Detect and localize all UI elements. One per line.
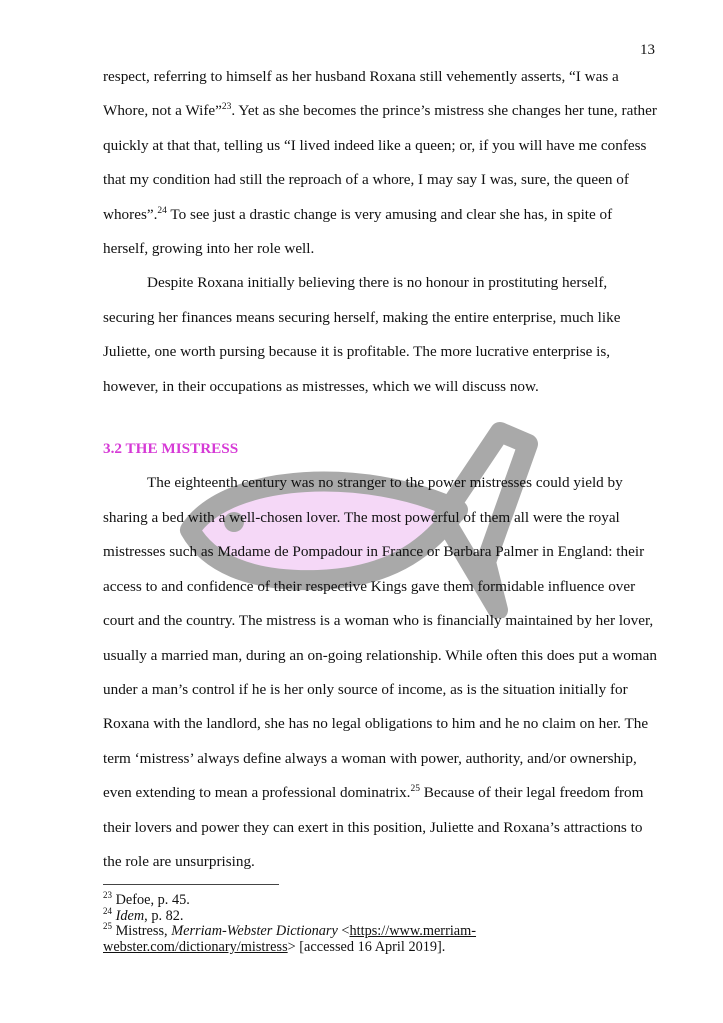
footnote-25 — [103, 921, 663, 955]
footnote-italic: Idem — [115, 907, 145, 924]
footnote-ref-25: 25 — [410, 784, 420, 795]
paragraph-3-text-b: Because of their legal freedom from their lovers and power they can exert in this position, Juliette and Roxana’s attractions to the role are unsurprising. — [103, 784, 644, 870]
paragraph-2: Despite Roxana initially believing there is no honour in prostituting herself, securing her finances means securing herself, making the entire enterprise, much like Juliette, one worth pursing because it is profitable. The more lucrative enterprise is, however, in their occupations as mistresses, which we will discuss now. — [103, 274, 621, 395]
footnote-text: , p. 82. — [144, 907, 184, 924]
footnote-link[interactable]: https://www.merriam-webster.com/dictionary/mistress — [103, 923, 477, 955]
footnote-ref-23: 23 — [221, 102, 232, 113]
footnote-bracket-open: < — [337, 923, 350, 940]
paragraph-3 — [103, 466, 660, 879]
page-number: 13 — [640, 42, 655, 58]
footnotes — [103, 884, 663, 955]
footnote-text: Defoe, p. 45. — [115, 892, 190, 908]
footnote-italic: Merriam-Webster Dictionary — [171, 923, 338, 940]
paragraph-1 — [103, 60, 660, 266]
paragraph-1-text-b: . Yet as she becomes the prince’s mistress she changes her tune, rather quickly at that that, telling us “I lived indeed like a queen; or, if you will have me confess that my condition had still the reproach of a whore, I may say I was, sure, the queen of whores”. — [103, 102, 657, 223]
paragraph-1-text-c: To see just a drastic change is very amusing and clear she has, in spite of herself, growing into her role well. — [103, 205, 613, 258]
footnote-comma: , — [164, 923, 172, 940]
paragraph-3-text-a: The eighteenth century was no stranger to the power mistresses could yield by sharing a bed with a well-chosen lover. The most powerful of them all were the royal mistresses such as Madame de Pompadour in France or Barbara Palmer in England: their access to and confidence of their respective Kings gave them formidable influence over court and the country. The mistress is a woman who is financially maintained by her lover, usually a married man, during an on-going relationship. While often this does put a woman under a man’s control if he is her only source of income, as is the situation initially for Roxana with the landlord, she has no legal obligations to him and he no claim on her. The term ‘mistress’ always define always a woman with power, authority, and/or ownership, even extending to mean a professional dominatrix. — [103, 474, 657, 802]
footnote-ref-24: 24 — [157, 205, 167, 216]
footnote-divider — [103, 884, 279, 885]
footnote-number: 24 — [103, 905, 112, 916]
paragraph-1-text-a: respect, referring to himself as her husband Roxana still vehemently asserts, “I was a Whore, not a Wife” — [103, 68, 619, 120]
section-heading: 3.2 THE MISTRESS — [103, 440, 239, 458]
main-text — [103, 60, 660, 879]
footnote-24 — [103, 905, 663, 925]
footnote-number: 23 — [103, 890, 112, 901]
footnote-23 — [103, 890, 663, 909]
footnote-text: Mistress — [115, 923, 165, 940]
footnote-number: 25 — [103, 921, 112, 932]
footnote-accessed: > [accessed 16 April 2019]. — [287, 938, 446, 955]
